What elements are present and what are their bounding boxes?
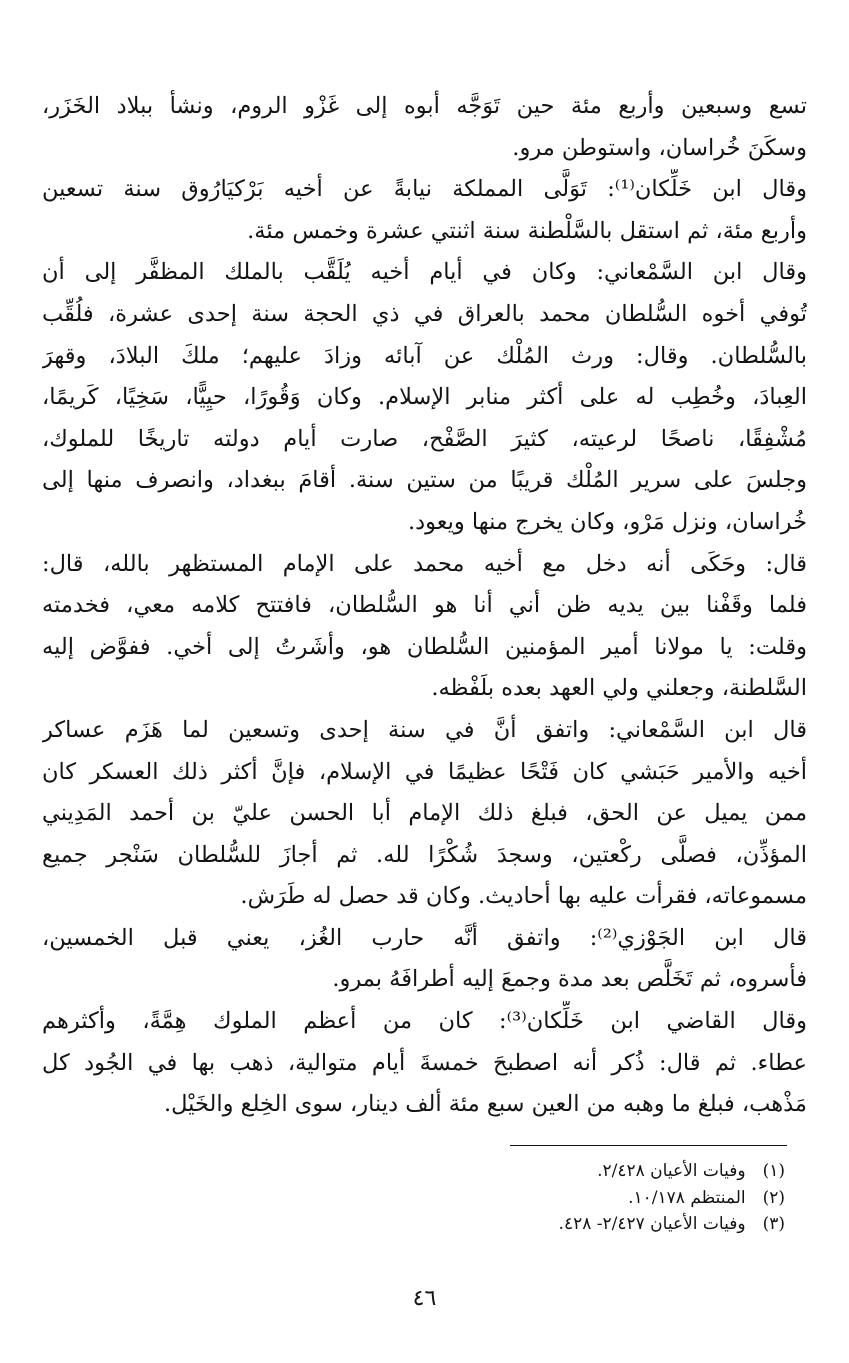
text-line: المؤذِّن، فصلَّى ركْعتين، وسجدَ شُكْرًا لله. ثم أجازَ للسُّلطان سَنْجر جميع bbox=[42, 841, 807, 868]
footnote-text: وفيات الأعيان ٢/٤٢٧- ٤٢٨. bbox=[558, 1214, 746, 1234]
text-line: قال ابن الجَوْزي⁽²⁾: واتفق أنَّه حارب الغُز، يعني قبل الخمسين، bbox=[42, 924, 807, 951]
text-line: خُراسان، ونزل مَرْو، وكان يخرج منها ويعود. bbox=[408, 508, 807, 535]
text-line: قال ابن السَّمْعاني: واتفق أنَّ في سنة إحدى وتسعين لما هَزَم عساكر bbox=[42, 716, 807, 743]
text-line: وأربع مئة، ثم استقل بالسَّلْطنة سنة اثنتي عشرة وخمس مئة. bbox=[247, 217, 807, 244]
text-line: السَّلطنة، وجعلني ولي العهد بعده بلَفْظه. bbox=[431, 675, 807, 702]
text-line: ممن يميل عن الحق، فبلغ ذلك الإمام أبا الحسن عليّ بن أحمد المَدِيني bbox=[42, 800, 807, 827]
text-line: وقال ابن خَلِّكان⁽¹⁾: تَوَلَّى المملكة نيابةً عن أخيه بَرْكيَارُوق سنة تسعين bbox=[42, 176, 807, 203]
text-line: وقلت: يا مولانا أمير المؤمنين السُّلطان هو، وأشَرتُ إلى أخي. ففوَّض إليه bbox=[42, 633, 807, 660]
text-line: فلما وقَفْنا بين يديه ظن أني أنا هو السُّلطان، فافتتح كلامه معي، فخدمته bbox=[42, 592, 807, 619]
footnotes bbox=[60, 1158, 785, 1238]
text-line: أخيه والأمير حَبَشي كان فَتْحًا عظيمًا في الإسلام، فإنَّ أكثر ذلك العسكر كان bbox=[42, 758, 807, 785]
text-line: عطاء. ثم قال: ذُكر أنه اصطبحَ خمسةَ أيام متوالية، ذهب بها في الجُود كل bbox=[42, 1049, 807, 1076]
footnote-divider bbox=[510, 1145, 787, 1146]
footnote-text: وفيات الأعيان ٢/٤٢٨. bbox=[597, 1161, 746, 1181]
footnote-item bbox=[60, 1158, 785, 1185]
text-line: مَذْهب، فبلغ ما وهبه من العين سبع مئة ألف دينار، سوى الخِلع والخَيْل. bbox=[163, 1091, 807, 1118]
footnote-number: (٢) bbox=[762, 1187, 785, 1208]
text-line: وجلسَ على سرير المُلْك قريبًا من ستين سنة. أقامَ ببغداد، وانصرف منها إلى bbox=[42, 467, 807, 494]
footnote-item bbox=[60, 1211, 785, 1238]
text-line: مُشْفِقًا، ناصحًا لرعيته، كثيرَ الصَّفْح، صارت أيام دولته تاريخًا للملوك، bbox=[42, 425, 807, 452]
page-number: ٤٦ bbox=[412, 1286, 437, 1311]
text-line: تسع وسبعين وأربع مئة حين تَوَجَّه أبوه إلى غَزْو الروم، ونشأ ببلاد الخَزَر، bbox=[42, 93, 807, 119]
text-line: وسكَنَ خُراسان، واستوطن مرو. bbox=[512, 134, 807, 161]
main-text bbox=[42, 86, 807, 1126]
text-line: تُوفي أخوه السُّلطان محمد بالعراق في ذي الحجة سنة إحدى عشرة، فلُقِّب bbox=[42, 300, 807, 327]
text-line: بالسُّلطان. وقال: ورث المُلْك عن آبائه وزادَ عليهم؛ ملكَ البلادَ، وقهرَ bbox=[42, 342, 807, 369]
footnote-text: المنتظم ١٠/١٧٨. bbox=[628, 1187, 746, 1208]
text-line: مسموعاته، فقرأت عليه بها أحاديث. وكان قد حصل له طَرَش. bbox=[240, 883, 807, 910]
footnote-item bbox=[60, 1185, 785, 1212]
text-line: وقال القاضي ابن خَلِّكان⁽³⁾: كان من أعظم الملوك هِمَّةً، وأكثرهم bbox=[42, 1008, 807, 1035]
footnote-number: (٣) bbox=[762, 1214, 785, 1234]
text-line: فأسروه، ثم تَخَلَّص بعد مدة وجمعَ إليه أطرافَهُ بمرو. bbox=[332, 966, 807, 993]
footnote-number: (١) bbox=[762, 1161, 785, 1181]
text-line: قال: وحَكَى أنه دخل مع أخيه محمد على الإمام المستظهر بالله، قال: bbox=[42, 550, 807, 577]
text-line: العِبادَ، وخُطِب له على أكثر منابر الإسلام. وكان وَقُورًا، حيِيًّا، سَخِيًا، كَريمًا، bbox=[42, 384, 807, 411]
text-line: وقال ابن السَّمْعاني: وكان في أيام أخيه يُلَقَّب بالملك المظفَّر إلى أن bbox=[42, 259, 807, 286]
